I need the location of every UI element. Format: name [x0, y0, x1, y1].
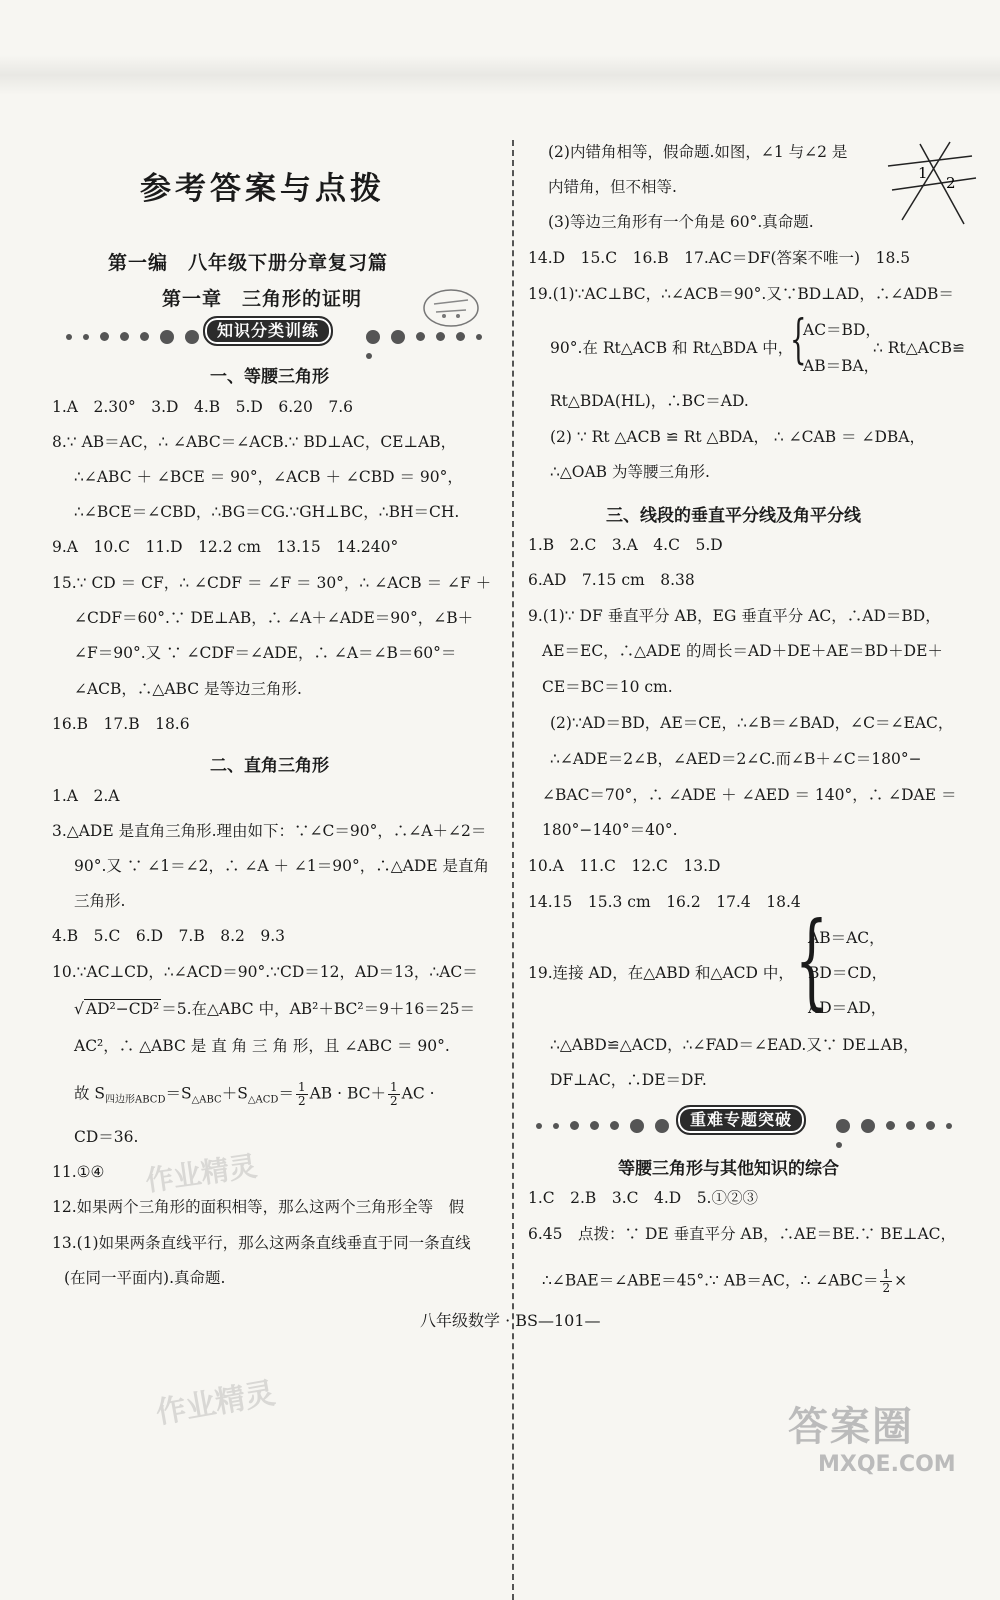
banner-dots-left — [536, 1115, 680, 1125]
brace-item: BD＝CD， — [808, 964, 888, 982]
answer-line: 6.AD 7.15 cm 8.38 — [528, 571, 695, 589]
answer-line: ∴ Rt△ACB≌ — [873, 339, 966, 357]
part-heading: 第一编 八年级下册分章复习篇 — [108, 252, 389, 274]
scan-band — [0, 55, 1000, 95]
formula-part: AC · — [401, 1084, 435, 1103]
answer-line: (2)内错角相等，假命题.如图，∠1 与∠2 是 — [548, 143, 848, 161]
answer-line: (在同一平面内).真命题. — [64, 1269, 226, 1287]
formula-part: 故 S — [74, 1084, 106, 1103]
banner-knowledge-label: 知识分类训练 — [203, 316, 333, 346]
answer-line: (3)等边三角形有一个角是 60°.真命题. — [548, 213, 814, 231]
brace: { — [790, 310, 807, 370]
answer-line: 19.连接 AD，在△ABD 和△ACD 中， — [528, 964, 794, 982]
formula-part: ＋S — [221, 1084, 248, 1103]
answer-line: 三角形. — [74, 892, 126, 910]
section-4-heading: 等腰三角形与其他知识的综合 — [618, 1159, 839, 1179]
answer-line: 11.①④ — [52, 1163, 105, 1181]
site-stamp-logo — [788, 1395, 956, 1477]
answer-line: 3.△ADE 是直角三角形.理由如下：∵∠C＝90°，∴∠A＋∠2＝ — [52, 822, 487, 840]
brace-item: AB＝AC， — [808, 929, 885, 947]
formula-part: ∴∠BAE＝∠ABE＝45°.∵ AB＝AC，∴ ∠ABC＝ — [542, 1271, 879, 1290]
fraction-half — [388, 1081, 400, 1108]
answer-line: 内错角，但不相等. — [548, 178, 677, 196]
fraction-half — [296, 1081, 308, 1108]
banner-difficult — [536, 1105, 976, 1133]
answer-line: ∴∠ABC ＋ ∠BCE ＝ 90°，∠ACB ＋ ∠CBD ＝ 90°， — [74, 468, 463, 486]
answer-line: AE＝EC，∴△ADE 的周长＝AD＋DE＋AE＝BD＋DE＋ — [542, 642, 943, 660]
answer-line: 8.∵ AB＝AC，∴ ∠ABC＝∠ACB.∵ BD⊥AC，CE⊥AB， — [52, 433, 457, 451]
fraction-num: 1 — [390, 1080, 398, 1094]
answer-line: 14.15 15.3 cm 16.2 17.4 18.4 — [528, 893, 801, 911]
answer-line: AC²，∴ △ABC 是 直 角 三 角 形，且 ∠ABC ＝ 90°. — [74, 1037, 450, 1055]
answer-line: ∴∠BCE＝∠CBD，∴BG＝CG.∵GH⊥BC，∴BH＝CH. — [74, 503, 460, 521]
answer-line: DF⊥AC，∴DE＝DF. — [550, 1071, 707, 1089]
fraction-num: 1 — [882, 1267, 891, 1281]
answer-line: ∴∠ADE＝2∠B，∠AED＝2∠C.而∠B＋∠C＝180°− — [550, 750, 922, 768]
banner-difficult-label: 重难专题突破 — [676, 1105, 806, 1135]
fraction-den: 2 — [882, 1281, 891, 1295]
page-title: 参考答案与点拨 — [140, 171, 385, 207]
banner-knowledge — [66, 316, 506, 344]
angle-2-label: 2 — [946, 174, 956, 192]
answer-line: ∠ACB，∴△ABC 是等边三角形. — [74, 680, 302, 698]
formula-part: ＝S — [165, 1084, 192, 1103]
sqrt-symbol: √ — [74, 1000, 84, 1018]
section-2-heading: 二、直角三角形 — [210, 756, 329, 776]
answer-line: ＝5.在△ABC 中，AB²＋BC²＝9＋16＝25＝ — [161, 1000, 475, 1018]
answer-line-with-fraction — [542, 1268, 907, 1295]
brace-item: AC＝BD， — [803, 321, 881, 339]
answer-line: 4.B 5.C 6.D 7.B 8.2 9.3 — [52, 927, 286, 945]
formula-part: × — [894, 1271, 908, 1290]
answer-line: CE＝BC＝10 cm. — [542, 678, 673, 696]
column-divider — [512, 140, 514, 1600]
formula-part: ＝ — [278, 1084, 294, 1103]
answer-line: 1.A 2.30° 3.D 4.B 5.D 6.20 7.6 — [52, 398, 354, 416]
brace-item: AB＝BA， — [803, 357, 880, 375]
answer-line: ∠BAC＝70°，∴ ∠ADE ＋ ∠AED ＝ 140°，∴ ∠DAE ＝ — [542, 786, 957, 804]
formula-sub: △ACD — [247, 1094, 279, 1106]
answer-line: ∴△OAB 为等腰三角形. — [550, 463, 710, 481]
answer-line: 9.A 10.C 11.D 12.2 cm 13.15 14.240° — [52, 538, 399, 556]
answer-line: 10.A 11.C 12.C 13.D — [528, 857, 721, 875]
formula-part: AB · BC＋ — [309, 1084, 386, 1103]
answer-line: 6.45 点拨：∵ DE 垂直平分 AB，∴AE＝BE.∵ BE⊥AC， — [528, 1225, 957, 1243]
answer-line: CD＝36. — [74, 1128, 139, 1146]
answer-line: 90°.在 Rt△ACB 和 Rt△BDA 中， — [550, 339, 794, 357]
parallel-lines-figure — [880, 138, 980, 228]
answer-line: 90°.又 ∵ ∠1＝∠2，∴ ∠A ＋ ∠1＝90°，∴△ADE 是直角 — [74, 857, 490, 875]
answer-line: ∴△ABD≌△ACD，∴∠FAD＝∠EAD.又∵ DE⊥AB， — [550, 1036, 919, 1054]
sqrt-line — [74, 999, 475, 1019]
brace-large: { — [795, 899, 829, 1021]
formula-sub: △ABC — [191, 1094, 222, 1106]
answer-line: (2)∵AD＝BD，AE＝CE，∴∠B＝∠BAD，∠C＝∠EAC， — [550, 714, 954, 732]
stamp-domain: MXQE.COM — [818, 1452, 956, 1477]
section-1-heading: 一、等腰三角形 — [210, 367, 329, 387]
answer-line: 14.D 15.C 16.B 17.AC＝DF(答案不唯一) 18.5 — [528, 249, 911, 267]
answer-line: 13.(1)如果两条直线平行，那么这两条直线垂直于同一条直线 — [52, 1234, 471, 1252]
fraction-half — [880, 1268, 892, 1295]
answer-line: 19.(1)∵AC⊥BC，∴∠ACB＝90°.又∵BD⊥AD，∴∠ADB＝ — [528, 285, 954, 303]
answer-line: ∠F＝90°.又 ∵ ∠CDF＝∠ADE，∴ ∠A＝∠B＝60°＝ — [74, 644, 457, 662]
answer-line: Rt△BDA(HL)，∴BC＝AD. — [550, 392, 749, 410]
answer-line: 1.C 2.B 3.C 4.D 5.①②③ — [528, 1189, 758, 1207]
angle-1-label: 1 — [918, 164, 928, 182]
answer-line: 12.如果两个三角形的面积相等，那么这两个三角形全等 假 — [52, 1198, 465, 1216]
chapter-heading: 第一章 三角形的证明 — [162, 288, 363, 310]
page-footer: 八年级数学 · BS—101— — [420, 1311, 601, 1330]
answer-line: 1.B 2.C 3.A 4.C 5.D — [528, 536, 723, 554]
answer-line: 180°−140°＝40°. — [542, 821, 678, 839]
formula-sub: 四边形ABCD — [105, 1094, 166, 1106]
fraction-num: 1 — [297, 1080, 306, 1094]
watermark: 作业精灵 — [143, 1149, 259, 1198]
answer-line: 16.B 17.B 18.6 — [52, 715, 190, 733]
banner-dots-left — [66, 326, 210, 336]
answer-line: ∠CDF＝60°.∵ DE⊥AB，∴ ∠A＋∠ADE＝90°，∠B＋ — [74, 609, 474, 627]
banner-dots-right — [836, 1115, 976, 1125]
answer-line: 10.∵AC⊥CD，∴∠ACD＝90°.∵CD＝12，AD＝13，∴AC＝ — [52, 963, 478, 981]
watermark: 作业精灵 — [153, 1375, 278, 1432]
answer-line: 9.(1)∵ DF 垂直平分 AB，EG 垂直平分 AC，∴AD＝BD， — [528, 607, 941, 625]
section-3-heading: 三、线段的垂直平分线及角平分线 — [606, 506, 861, 526]
brace-item: AD＝AD， — [808, 999, 887, 1017]
answer-line: 15.∵ CD ＝ CF，∴ ∠CDF ＝ ∠F ＝ 30°，∴ ∠ACB ＝ ∠F ＋ — [52, 574, 492, 592]
answer-line: (2) ∵ Rt △ACB ≌ Rt △BDA， ∴ ∠CAB ＝ ∠DBA， — [550, 428, 925, 446]
stamp-text: 答案圈 — [788, 1404, 914, 1450]
answer-line: 1.A 2.A — [52, 787, 120, 805]
area-formula-line — [74, 1081, 435, 1111]
banner-dots-right — [366, 326, 506, 336]
fraction-den: 2 — [390, 1094, 398, 1108]
fraction-den: 2 — [297, 1094, 306, 1108]
sqrt-radicand: AD²−CD² — [85, 1000, 160, 1018]
